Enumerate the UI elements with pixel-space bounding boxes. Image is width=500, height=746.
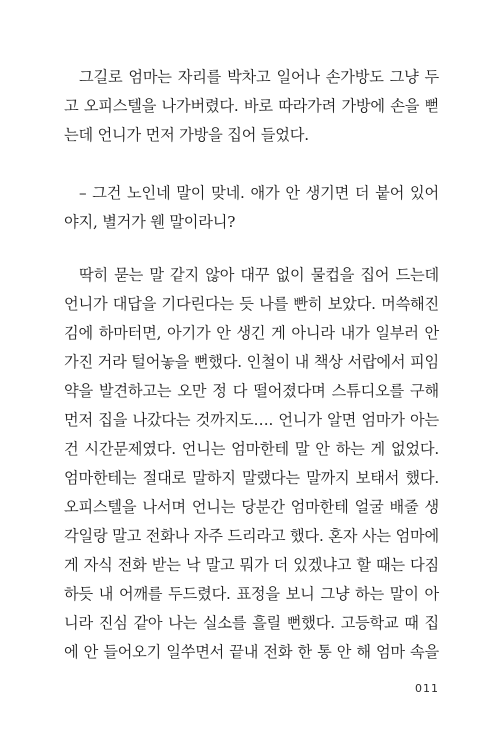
text-line: 각일랑 말고 전화나 자주 드리라고 했다. 혼자 사는 엄마에 [64, 527, 439, 545]
text-line: 김에 하마터면, 아기가 안 생긴 게 아니라 내가 일부러 안 [64, 324, 439, 342]
page-number: 011 [415, 682, 439, 695]
text-line: 는데 언니가 먼저 가방을 집어 들었다. [64, 126, 309, 144]
text-line: – 그건 노인네 말이 맞네. 애가 안 생기면 더 붙어 있어 [79, 184, 439, 202]
text-line: 언니가 대답을 기다린다는 듯 나를 빤히 보았다. 머쓱해진 [64, 295, 439, 313]
text-line: 약을 발견하고는 오만 정 다 떨어졌다며 스튜디오를 구해 [64, 382, 439, 400]
text-line: 가진 거라 털어놓을 뻔했다. 인철이 내 책상 서랍에서 피임 [64, 353, 439, 371]
text-line: 게 자식 전화 받는 낙 말고 뭐가 더 있겠냐고 할 때는 다짐 [64, 556, 439, 574]
text-line: 딱히 묻는 말 같지 않아 대꾸 없이 물컵을 집어 드는데 [79, 266, 439, 284]
text-line: 야지, 별거가 웬 말이라니? [64, 213, 236, 231]
text-line: 먼저 집을 나갔다는 것까지도…. 언니가 알면 엄마가 아는 [64, 411, 439, 429]
text-line: 에 안 들어오기 일쑤면서 끝내 전화 한 통 안 해 엄마 속을 [64, 643, 439, 661]
text-line: 하듯 내 어깨를 두드렸다. 표정을 보니 그냥 하는 말이 아 [64, 585, 439, 603]
text-line: 니라 진심 같아 나는 실소를 흘릴 뻔했다. 고등학교 때 집 [64, 614, 439, 632]
text-line: 고 오피스텔을 나가버렸다. 바로 따라가려 가방에 손을 뻗 [64, 97, 439, 115]
text-line: 건 시간문제였다. 언니는 엄마한테 말 안 하는 게 없었다. [64, 440, 439, 458]
text-line: 그길로 엄마는 자리를 박차고 일어나 손가방도 그냥 두 [79, 68, 439, 86]
text-line: 오피스텔을 나서며 언니는 당분간 엄마한테 얼굴 배줄 생 [64, 498, 439, 516]
text-line: 엄마한테는 절대로 말하지 말랬다는 말까지 보태서 했다. [64, 469, 439, 487]
